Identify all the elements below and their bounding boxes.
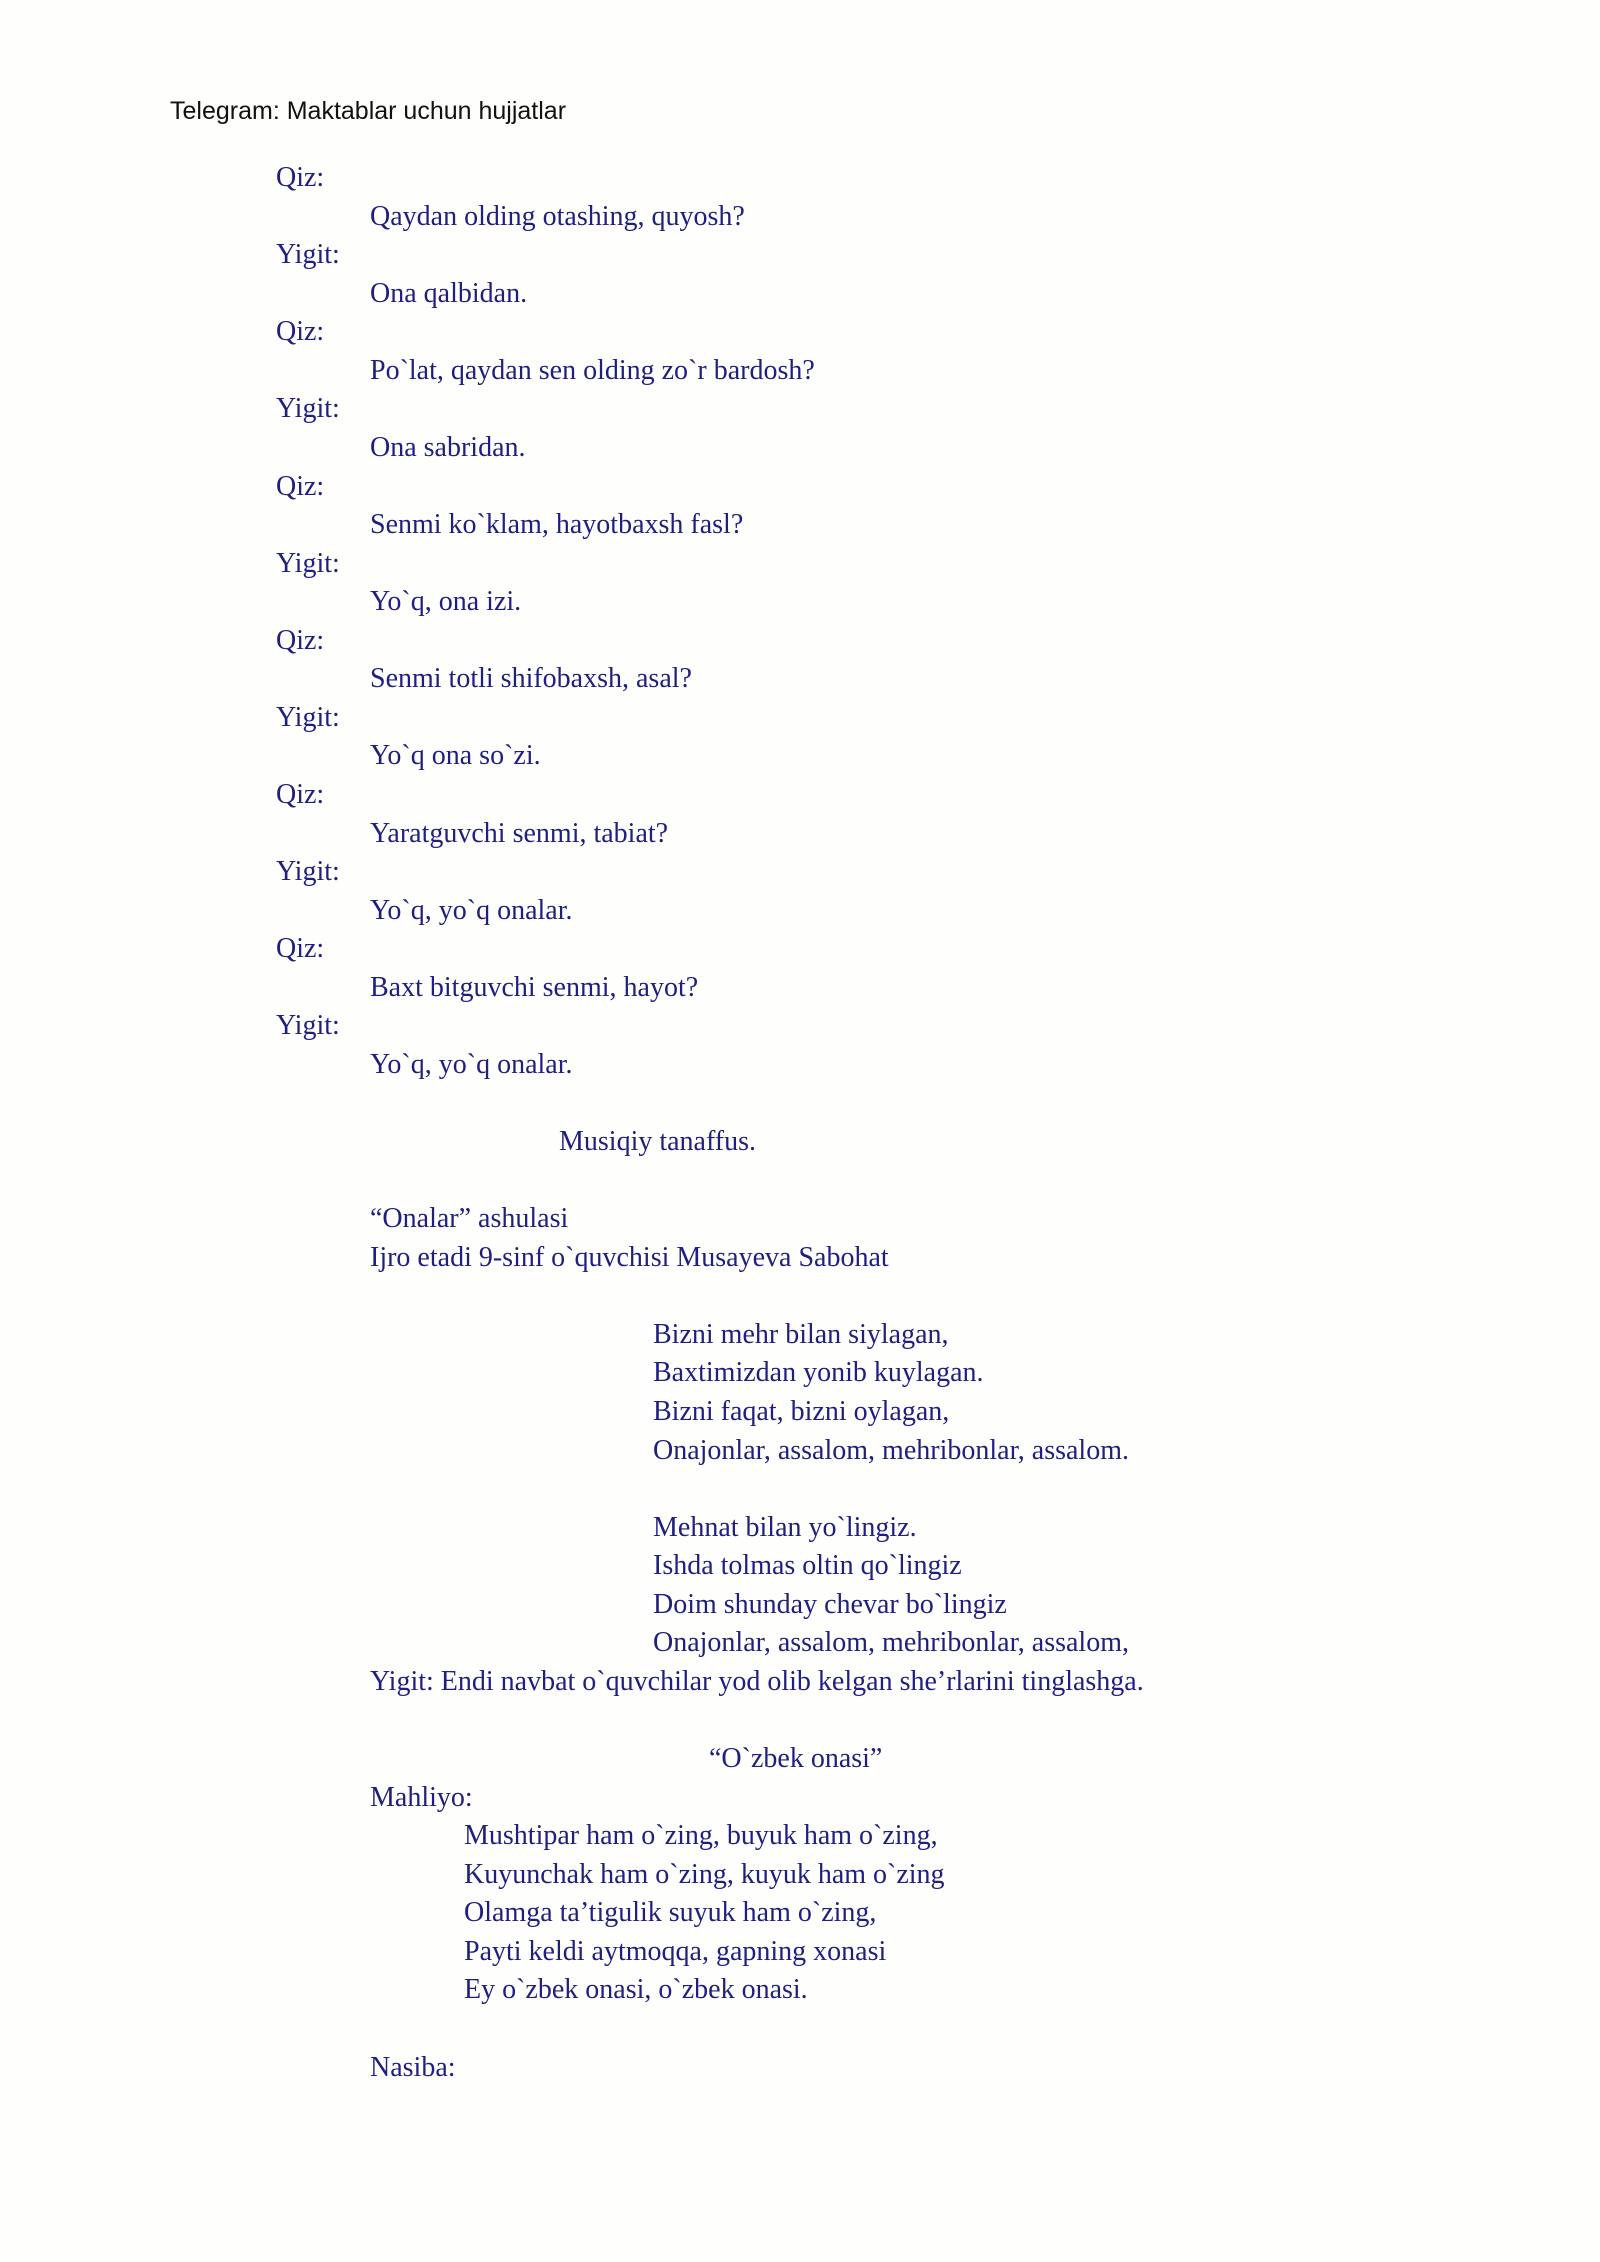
speaker-label: Yigit: <box>276 701 340 733</box>
dialogue-line: Po`lat, qaydan sen olding zo`r bardosh? <box>370 354 815 386</box>
dialogue-line: Yo`q, ona izi. <box>370 586 522 618</box>
speaker-label: Yigit: <box>276 547 340 579</box>
musical-break: Musiqiy tanaffus. <box>559 1126 757 1158</box>
verse-line: Bizni mehr bilan siylagan, <box>653 1318 949 1350</box>
poem-line: Mushtipar ham o`zing, buyuk ham o`zing, <box>464 1820 938 1852</box>
reciter-name: Mahliyo: <box>370 1781 473 1813</box>
speaker-label: Qiz: <box>276 933 325 965</box>
poem-line: Olamga ta’tigulik suyuk ham o`zing, <box>464 1897 877 1929</box>
poem-line: Kuyunchak ham o`zing, kuyuk ham o`zing <box>464 1858 945 1890</box>
song-title: “Onalar” ashulasi <box>370 1203 569 1235</box>
speaker-label: Yigit: <box>276 239 340 271</box>
verse-line: Baxtimizdan yonib kuylagan. <box>653 1357 984 1389</box>
dialogue-line: Senmi totli shifobaxsh, asal? <box>370 663 692 695</box>
blank-line <box>0 1085 1600 1124</box>
poem-line: Payti keldi aytmoqqa, gapning xonasi <box>464 1935 887 1967</box>
blank-line <box>0 2010 1600 2049</box>
blank-line <box>0 1702 1600 1741</box>
dialogue-line: Ona qalbidan. <box>370 277 528 309</box>
speaker-label: Yigit: <box>276 1010 340 1042</box>
speaker-label: Yigit: <box>276 393 340 425</box>
dialogue-line: Yo`q, yo`q onalar. <box>370 1048 573 1080</box>
verse-line: Bizni faqat, bizni oylagan, <box>653 1396 950 1427</box>
page-header: Telegram: Maktablar uchun hujjatlar <box>170 97 567 125</box>
speaker-label: Qiz: <box>276 162 325 193</box>
speaker-label: Qiz: <box>276 779 325 810</box>
speaker-label: Qiz: <box>276 624 325 656</box>
verse-line: Doim shunday chevar bo`lingiz <box>653 1588 1007 1620</box>
document-body <box>0 159 1600 2087</box>
verse-line: Mehnat bilan yo`lingiz. <box>653 1511 917 1543</box>
verse-line: Ishda tolmas oltin qo`lingiz <box>653 1550 962 1582</box>
reciter-name: Nasiba: <box>370 2051 456 2083</box>
blank-line <box>0 1277 1600 1316</box>
speaker-label: Qiz: <box>276 316 325 348</box>
poem-title: “O`zbek onasi” <box>709 1743 883 1775</box>
dialogue-line: Ona sabridan. <box>370 431 526 463</box>
dialogue-line: Baxt bitguvchi senmi, hayot? <box>370 971 699 1003</box>
speaker-label: Yigit: <box>276 856 340 888</box>
verse-line: Onajonlar, assalom, mehribonlar, assalom. <box>653 1434 1129 1466</box>
announcement: Yigit: Endi navbat o`quvchilar yod olib kelgan she’rlarini tinglashga. <box>370 1665 1144 1697</box>
dialogue-line: Qaydan olding otashing, quyosh? <box>370 200 745 232</box>
verse-line: Onajonlar, assalom, mehribonlar, assalom, <box>653 1627 1129 1659</box>
dialogue-line: Yaratguvchi senmi, tabiat? <box>370 817 669 849</box>
dialogue-line: Yo`q, yo`q onalar. <box>370 894 573 926</box>
dialogue-line: Yo`q ona so`zi. <box>370 740 541 772</box>
blank-line <box>0 1470 1600 1509</box>
dialogue-line: Senmi ko`klam, hayotbaxsh fasl? <box>370 509 744 541</box>
blank-line <box>0 1162 1600 1201</box>
speaker-label: Qiz: <box>276 470 325 502</box>
poem-line: Ey o`zbek onasi, o`zbek onasi. <box>464 1974 808 2006</box>
song-performer: Ijro etadi 9-sinf o`quvchisi Musayeva Sabohat <box>370 1241 889 1273</box>
